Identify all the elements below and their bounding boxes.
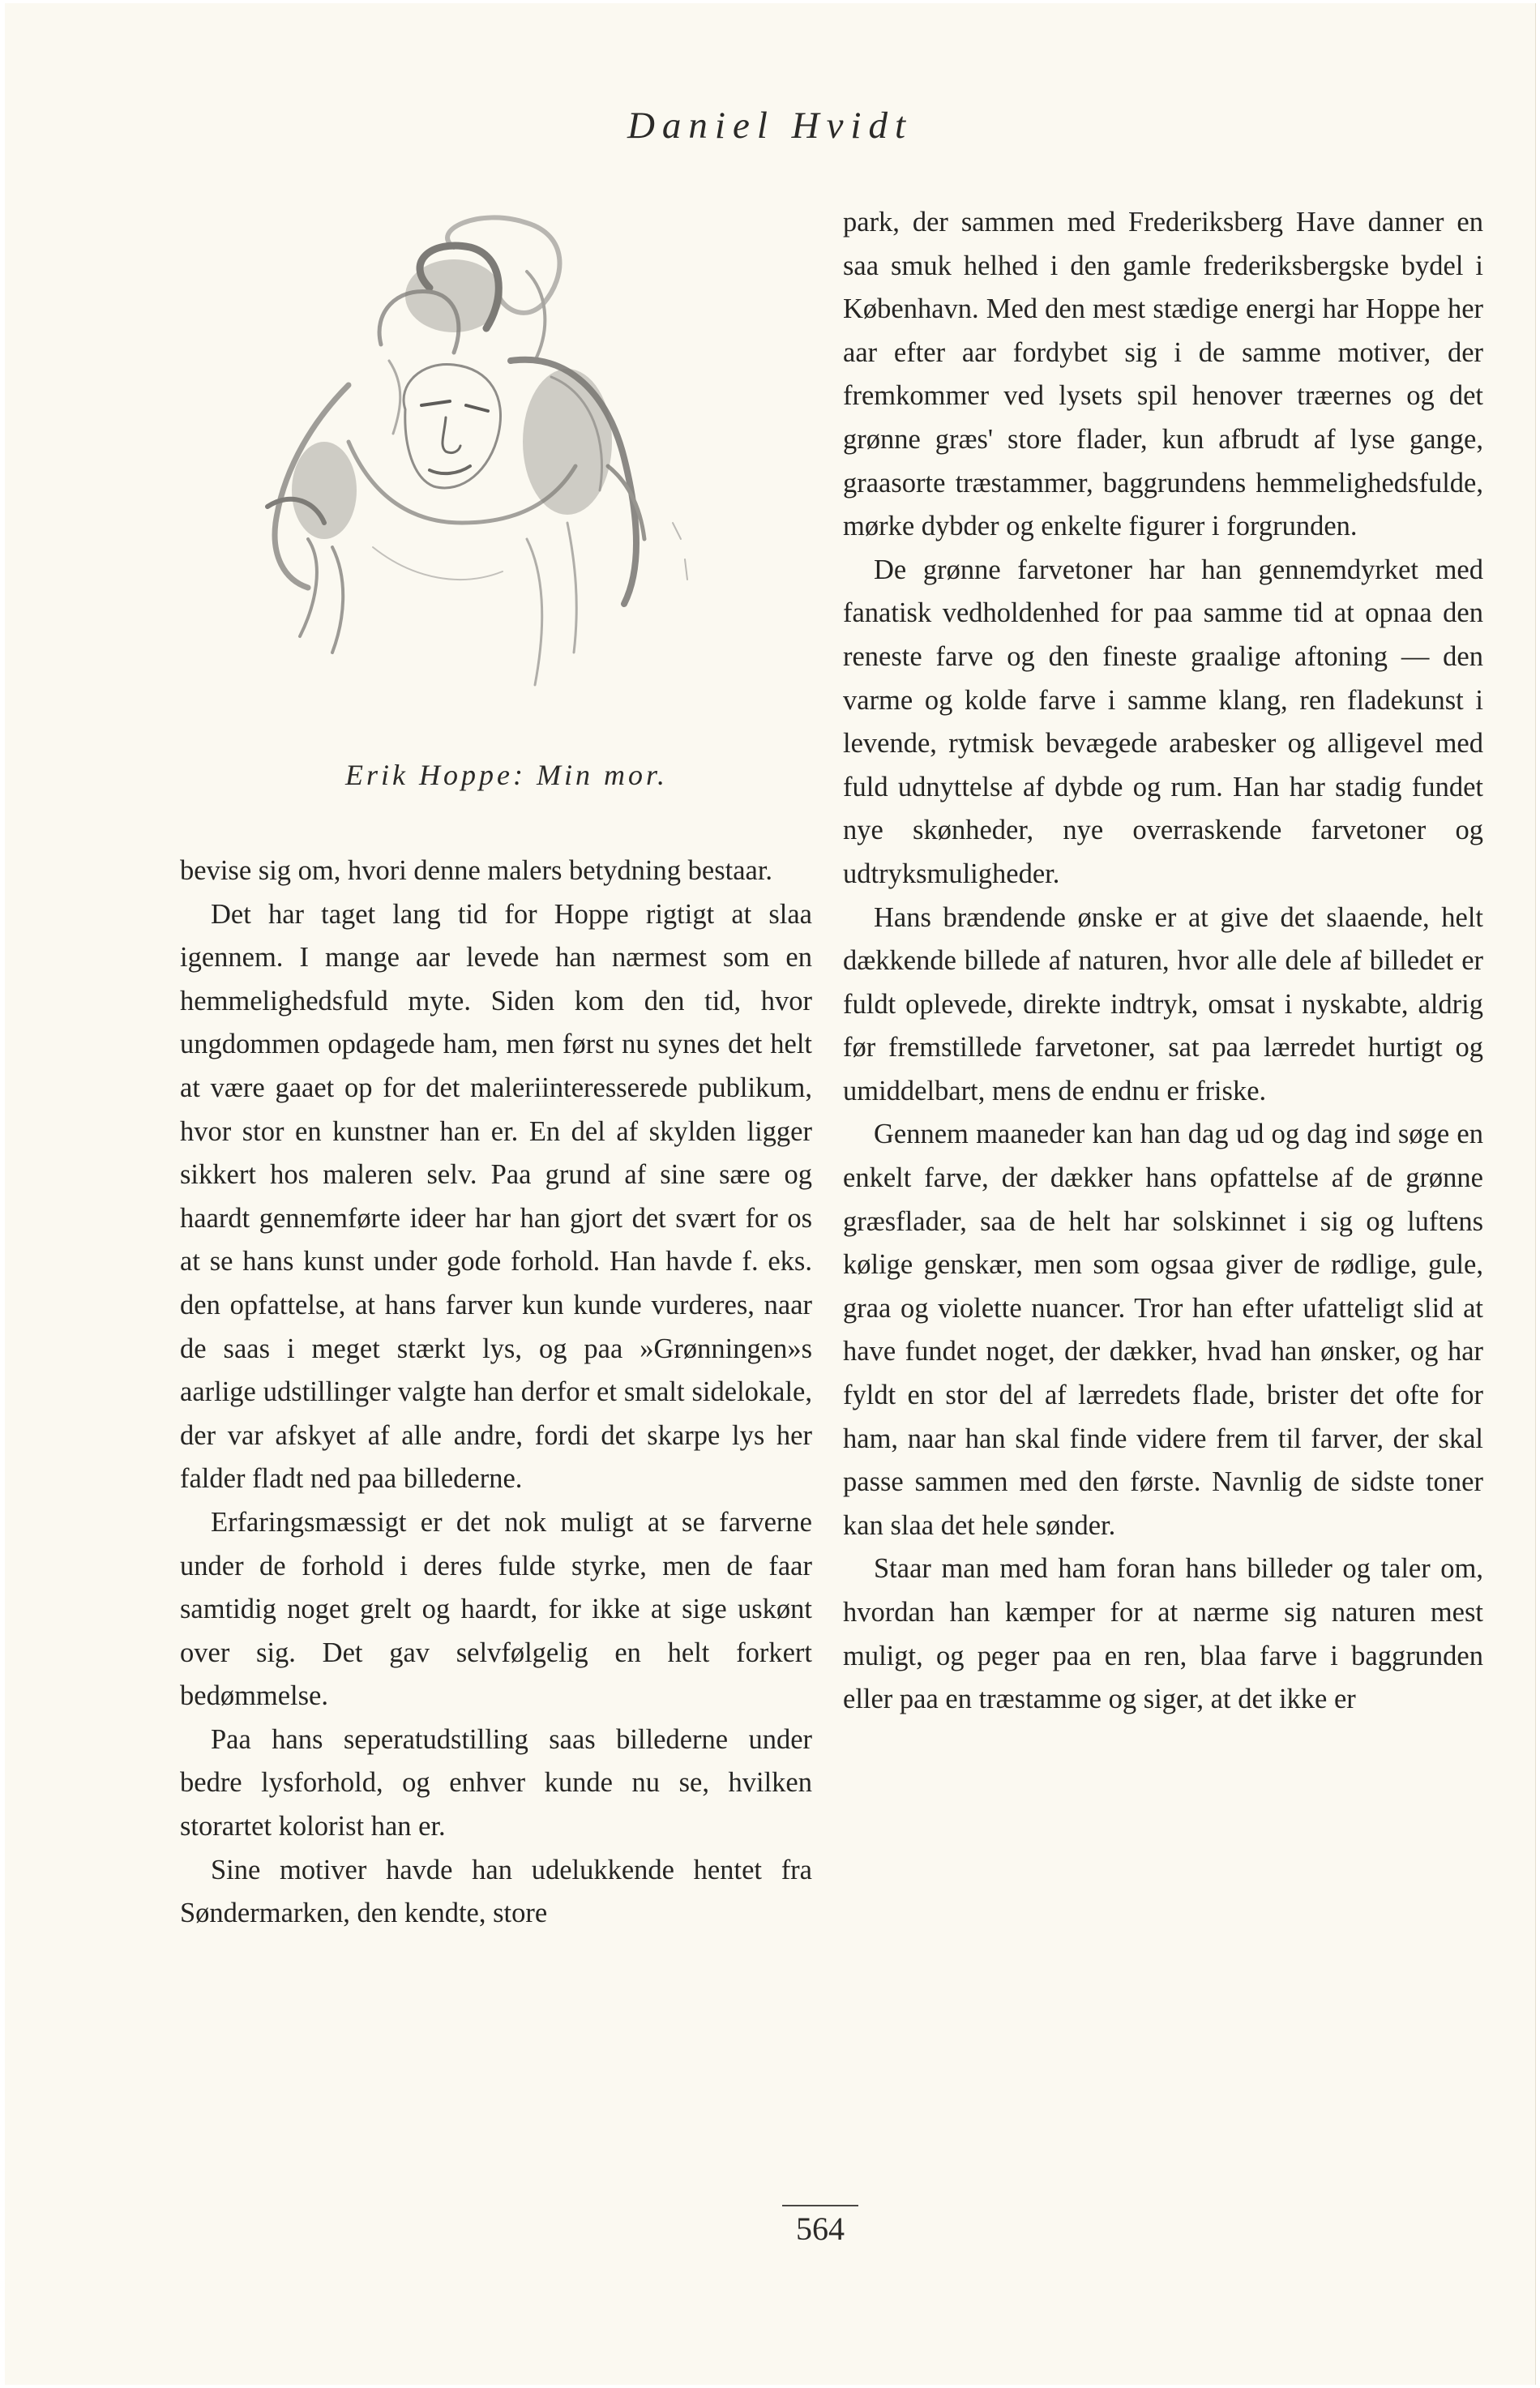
paragraph: Staar man med ham foran hans billeder og taler om, hvordan han kæmper for at nærme sig naturen mest muligt, og peger paa en ren, blaa farve i baggrunden eller paa en træstamme og siger, at det ikke er [843, 1553, 1483, 1715]
figure-caption: Erik Hoppe: Min mor. [345, 759, 668, 791]
page-number: 564 [796, 2210, 845, 2247]
running-title: Daniel Hvidt [627, 105, 913, 147]
paragraph: Paa hans seperatudstilling saas billederne under bedre lysforhold, og enhver kunde nu se, hvilken storartet kolorist han er. [180, 1723, 812, 1842]
paragraph: De grønne farvetoner har han gennemdyrket med fanatisk vedholdenhed for paa samme tid at opnaa den reneste farve og den fineste graalige aftoning — den varme og kolde farve i samme klang, ren fladekunst i levende, rytmisk bevægede arabesker og alligevel med fuld udnyttelse af dybde og rum. Han har stadig fundet nye skønheder, nye overraskende farvetoner og udtryksmuligheder. [843, 554, 1483, 889]
page-number-rule [782, 2205, 858, 2206]
right-text-column [843, 201, 1483, 1722]
paragraph: Hans brændende ønske er at give det slaaende, helt dækkende billede af naturen, hvor alle dele af billedet er fuldt oplevede, direkte indtryk, omsat i nyskabte, aldrig før fremstillede farvetoner, sat paa lærredet hurtigt og umiddelbart, mens de endnu er friske. [843, 901, 1483, 1106]
portrait-sketch-illustration [186, 199, 827, 734]
left-text-column [180, 849, 812, 1936]
paragraph: park, der sammen med Frederiksberg Have danner en saa smuk helhed i den gamle frederiksbergske bydel i København. Med den mest stædige energi har Hoppe her aar efter aar fordybet sig i de samme motiver, der fremkommer ved lysets spil henover træernes og det grønne græs' store flader, kun afbrudt af lyse gange, graasorte træstammer, baggrundens hemmelighedsfulde, mørke dybder og enkelte figurer i forgrunden. [843, 207, 1483, 542]
paragraph: Det har taget lang tid for Hoppe rigtigt at slaa igennem. I mange aar levede han nærmest som en hemmelighedsfuld myte. Siden kom den tid, hvor ungdommen opdagede ham, men først nu synes det helt at være gaaet op for det maleriinteresserede publikum, hvor stor en kunstner han er. En del af skylden ligger sikkert hos maleren selv. Paa grund af sine sære og haardt gennemførte ideer har han gjort det svært for os at se hans kunst under gode forhold. Han havde f. eks. den opfattelse, at hans farver kun kunde vurderes, naar de saas i meget stærkt lys, og paa »Grønningen»s aarlige udstillinger valgte han derfor et smalt sidelokale, der var afskyet af alle andre, fordi det skarpe lys her falder fladt ned paa billederne. [180, 898, 812, 1495]
paragraph: Gennem maaneder kan han dag ud og dag ind søge en enkelt farve, der dækker hans opfattelse af de grønne græsflader, saa de helt har solskinnet i sig og luftens kølige genskær, men som ogsaa giver de rødlige, gule, graa og violette nuancer. Tror han efter ufatteligt slid at have fundet noget, der dækker, hvad han ønsker, og har fyldt en stor del af lærredets flade, brister det ofte for ham, naar han skal finde videre frem til farver, der skal passe sammen med den første. Navnlig de sidste toner kan slaa det hele sønder. [843, 1119, 1483, 1541]
paragraph: Erfaringsmæssigt er det nok muligt at se farverne under de forhold i deres fulde styrke, men de faar samtidig noget grelt og haardt, for ikke at sige uskønt over sig. Det gav selvfølgelig en helt forkert bedømmelse. [180, 1506, 812, 1712]
paragraph: Sine motiver havde han udelukkende hentet fra Søndermarken, den kendte, store [180, 1854, 812, 1929]
paragraph: bevise sig om, hvori denne malers betydning bestaar. [180, 855, 773, 886]
